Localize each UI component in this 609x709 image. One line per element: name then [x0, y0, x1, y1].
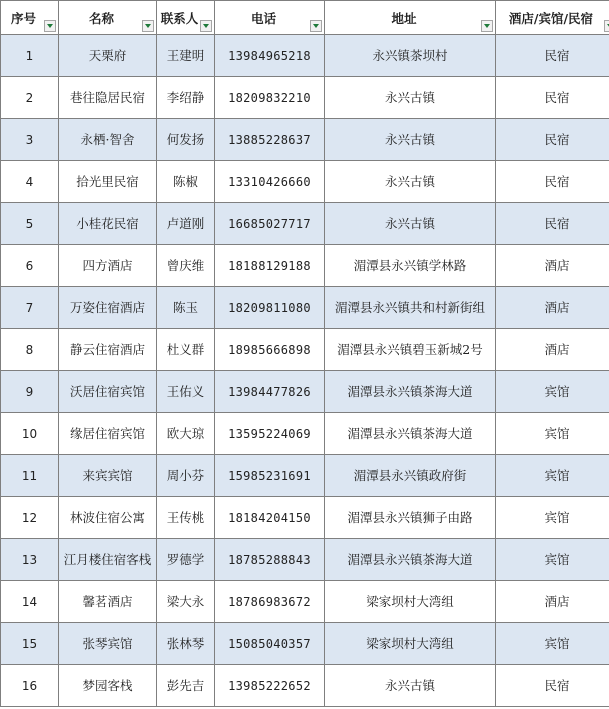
table-row: [1, 35, 609, 77]
header-label-name: 名称: [88, 10, 114, 26]
contact-person-cell[interactable]: 周小芬: [157, 455, 215, 497]
header-cell-address: [325, 1, 496, 35]
table-row: [1, 119, 609, 161]
address-cell[interactable]: 永兴古镇: [325, 119, 496, 161]
address-cell[interactable]: 湄潭县永兴镇茶海大道: [325, 539, 496, 581]
lodging-name-cell[interactable]: 沃居住宿宾馆: [59, 371, 157, 413]
header-cell-contact: [157, 1, 215, 35]
table-row: [1, 329, 609, 371]
contact-person-cell[interactable]: 彭先吉: [157, 665, 215, 707]
table-row: [1, 539, 609, 581]
lodging-type-cell[interactable]: 民宿: [496, 203, 609, 245]
row-number-cell[interactable]: 9: [1, 371, 59, 413]
row-number-cell[interactable]: 3: [1, 119, 59, 161]
lodging-type-cell[interactable]: 宾馆: [496, 371, 609, 413]
lodging-name-cell[interactable]: 巷往隐居民宿: [59, 77, 157, 119]
lodging-name-cell[interactable]: 来宾宾馆: [59, 455, 157, 497]
row-number-cell[interactable]: 6: [1, 245, 59, 287]
table-row: [1, 623, 609, 665]
phone-number-cell[interactable]: 18184204150: [215, 497, 325, 539]
lodging-type-cell[interactable]: 宾馆: [496, 413, 609, 455]
lodging-name-cell[interactable]: 梦园客栈: [59, 665, 157, 707]
lodging-type-cell[interactable]: 宾馆: [496, 497, 609, 539]
lodging-name-cell[interactable]: 万姿住宿酒店: [59, 287, 157, 329]
contact-person-cell[interactable]: 王佑义: [157, 371, 215, 413]
address-cell[interactable]: 湄潭县永兴镇学林路: [325, 245, 496, 287]
row-number-cell[interactable]: 15: [1, 623, 59, 665]
phone-number-cell[interactable]: 18209832210: [215, 77, 325, 119]
lodging-type-cell[interactable]: 民宿: [496, 161, 609, 203]
lodging-type-cell[interactable]: 民宿: [496, 119, 609, 161]
contact-person-cell[interactable]: 何发扬: [157, 119, 215, 161]
row-number-cell[interactable]: 5: [1, 203, 59, 245]
lodging-name-cell[interactable]: 四方酒店: [59, 245, 157, 287]
lodging-type-cell[interactable]: 宾馆: [496, 455, 609, 497]
row-number-cell[interactable]: 2: [1, 77, 59, 119]
phone-number-cell[interactable]: 13985222652: [215, 665, 325, 707]
table-row: [1, 245, 609, 287]
contact-person-cell[interactable]: 张林琴: [157, 623, 215, 665]
lodging-name-cell[interactable]: 缘居住宿宾馆: [59, 413, 157, 455]
contact-person-cell[interactable]: 陈玉: [157, 287, 215, 329]
header-row: [1, 1, 609, 35]
contact-person-cell[interactable]: 曾庆维: [157, 245, 215, 287]
phone-number-cell[interactable]: 13984965218: [215, 35, 325, 77]
phone-number-cell[interactable]: 15085040357: [215, 623, 325, 665]
filter-dropdown-icon[interactable]: [200, 20, 212, 32]
address-cell[interactable]: 湄潭县永兴镇狮子由路: [325, 497, 496, 539]
contact-person-cell[interactable]: 王建明: [157, 35, 215, 77]
contact-person-cell[interactable]: 梁大永: [157, 581, 215, 623]
phone-number-cell[interactable]: 16685027717: [215, 203, 325, 245]
table-row: [1, 161, 609, 203]
table-row: [1, 455, 609, 497]
phone-number-cell[interactable]: 18985666898: [215, 329, 325, 371]
table-row: [1, 203, 609, 245]
row-number-cell[interactable]: 8: [1, 329, 59, 371]
lodging-type-cell[interactable]: 宾馆: [496, 539, 609, 581]
table-row: [1, 287, 609, 329]
contact-person-cell[interactable]: 卢道刚: [157, 203, 215, 245]
row-number-cell[interactable]: 10: [1, 413, 59, 455]
row-number-cell[interactable]: 13: [1, 539, 59, 581]
table-row: [1, 371, 609, 413]
filter-dropdown-icon[interactable]: [310, 20, 322, 32]
header-label-contact: 联系人: [160, 10, 199, 26]
lodging-name-cell[interactable]: 林波住宿公寓: [59, 497, 157, 539]
header-cell-no: [1, 1, 59, 35]
address-cell[interactable]: 永兴古镇: [325, 203, 496, 245]
phone-number-cell[interactable]: 18786983672: [215, 581, 325, 623]
address-cell[interactable]: 梁家坝村大湾组: [325, 581, 496, 623]
address-cell[interactable]: 永兴镇茶坝村: [325, 35, 496, 77]
address-cell[interactable]: 永兴古镇: [325, 77, 496, 119]
row-number-cell[interactable]: 1: [1, 35, 59, 77]
phone-number-cell[interactable]: 13885228637: [215, 119, 325, 161]
address-cell[interactable]: 永兴古镇: [325, 665, 496, 707]
phone-number-cell[interactable]: 18785288843: [215, 539, 325, 581]
address-cell[interactable]: 湄潭县永兴镇共和村新街组: [325, 287, 496, 329]
header-label-address: 地址: [391, 10, 417, 26]
header-label-type: 酒店/宾馆/民宿: [508, 10, 594, 26]
row-number-cell[interactable]: 12: [1, 497, 59, 539]
lodging-name-cell[interactable]: 拾光里民宿: [59, 161, 157, 203]
lodging-type-cell[interactable]: 民宿: [496, 35, 609, 77]
row-number-cell[interactable]: 16: [1, 665, 59, 707]
phone-number-cell[interactable]: 13984477826: [215, 371, 325, 413]
lodging-name-cell[interactable]: 江月楼住宿客栈: [59, 539, 157, 581]
lodging-name-cell[interactable]: 张琴宾馆: [59, 623, 157, 665]
contact-person-cell[interactable]: 杜义群: [157, 329, 215, 371]
phone-number-cell[interactable]: 13310426660: [215, 161, 325, 203]
phone-number-cell[interactable]: 18188129188: [215, 245, 325, 287]
lodging-type-cell[interactable]: 酒店: [496, 329, 609, 371]
address-cell[interactable]: 永兴古镇: [325, 161, 496, 203]
phone-number-cell[interactable]: 18209811080: [215, 287, 325, 329]
lodging-name-cell[interactable]: 天栗府: [59, 35, 157, 77]
lodging-type-cell[interactable]: 酒店: [496, 581, 609, 623]
filter-dropdown-icon[interactable]: [604, 20, 609, 32]
lodging-type-cell[interactable]: 宾馆: [496, 623, 609, 665]
contact-person-cell[interactable]: 李绍静: [157, 77, 215, 119]
table-row: [1, 581, 609, 623]
lodging-type-cell[interactable]: 酒店: [496, 287, 609, 329]
row-number-cell[interactable]: 14: [1, 581, 59, 623]
table-row: [1, 665, 609, 707]
table-body: [1, 35, 609, 707]
lodging-type-cell[interactable]: 酒店: [496, 245, 609, 287]
filter-dropdown-icon[interactable]: [44, 20, 56, 32]
filter-dropdown-icon[interactable]: [142, 20, 154, 32]
header-label-phone: 电话: [250, 10, 276, 26]
table-row: [1, 497, 609, 539]
contact-person-cell[interactable]: 罗德学: [157, 539, 215, 581]
address-cell[interactable]: 湄潭县永兴镇茶海大道: [325, 371, 496, 413]
contact-person-cell[interactable]: 王传桃: [157, 497, 215, 539]
address-cell[interactable]: 湄潭县永兴镇政府街: [325, 455, 496, 497]
lodging-type-cell[interactable]: 民宿: [496, 77, 609, 119]
contact-person-cell[interactable]: 欧大琼: [157, 413, 215, 455]
lodging-name-cell[interactable]: 静云住宿酒店: [59, 329, 157, 371]
header-cell-type: [496, 1, 609, 35]
phone-number-cell[interactable]: 15985231691: [215, 455, 325, 497]
lodging-name-cell[interactable]: 小桂花民宿: [59, 203, 157, 245]
contact-person-cell[interactable]: 陈椒: [157, 161, 215, 203]
table-row: [1, 77, 609, 119]
header-cell-name: [59, 1, 157, 35]
address-cell[interactable]: 梁家坝村大湾组: [325, 623, 496, 665]
lodging-type-cell[interactable]: 民宿: [496, 665, 609, 707]
row-number-cell[interactable]: 4: [1, 161, 59, 203]
address-cell[interactable]: 湄潭县永兴镇碧玉新城2号: [325, 329, 496, 371]
row-number-cell[interactable]: 7: [1, 287, 59, 329]
table-row: [1, 413, 609, 455]
header-cell-phone: [215, 1, 325, 35]
lodging-name-cell[interactable]: 永栖·智舍: [59, 119, 157, 161]
row-number-cell[interactable]: 11: [1, 455, 59, 497]
address-cell[interactable]: 湄潭县永兴镇茶海大道: [325, 413, 496, 455]
lodging-name-cell[interactable]: 馨茗酒店: [59, 581, 157, 623]
header-label-no: 序号: [10, 10, 36, 26]
filter-dropdown-icon[interactable]: [481, 20, 493, 32]
phone-number-cell[interactable]: 13595224069: [215, 413, 325, 455]
